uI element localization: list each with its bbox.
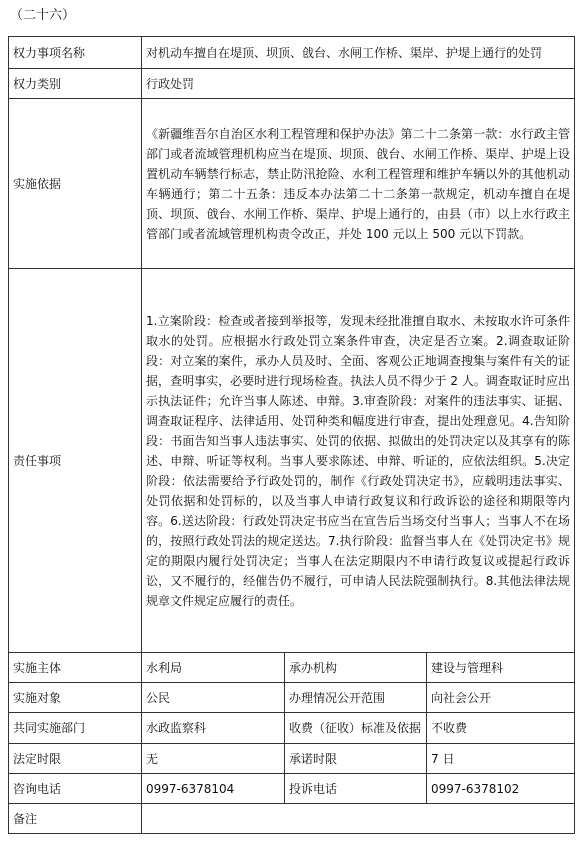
remarks-label: 备注 <box>9 804 142 834</box>
row-power-category <box>9 69 575 99</box>
power-category-value: 行政处罚 <box>142 69 575 99</box>
fee-standard-value: 不收费 <box>427 713 575 744</box>
fee-standard-label: 收费（征收）标准及依据 <box>285 713 427 744</box>
joint-department-label: 共同实施部门 <box>9 713 142 744</box>
implementing-body-label: 实施主体 <box>9 653 142 683</box>
responsibility-label: 责任事项 <box>9 269 142 653</box>
complaint-phone-label: 投诉电话 <box>285 774 427 804</box>
row-remarks <box>9 804 575 834</box>
target-value: 公民 <box>142 683 285 713</box>
legal-time-limit-label: 法定时限 <box>9 744 142 774</box>
disclosure-scope-label: 办理情况公开范围 <box>285 683 427 713</box>
row-power-name <box>9 37 575 69</box>
basis-value: 《新疆维吾尔自治区水利工程管理和保护办法》第二十二条第一款：水行政主管部门或者流域管理机构应当在堤顶、坝顶、戗台、水闸工作桥、渠岸、护堤上设置机动车辆禁行标志，禁止防汛抢险、水利工程管理和维护车辆以外的其他机动车辆通行；第二十五条：违反本办法第二十二条第一款规定，机动车擅自在堤顶、坝顶、戗台、水闸工作桥、渠岸、护堤上通行的，由县（市）以上水行政主管部门或者流域管理机构责令改正，并处 100 元以上 500 元以下罚款。 <box>142 99 575 269</box>
power-name-label: 权力事项名称 <box>9 37 142 69</box>
section-number: （二十六） <box>10 8 76 23</box>
consult-phone-label: 咨询电话 <box>9 774 142 804</box>
consult-phone-value: 0997-6378104 <box>142 774 285 804</box>
row-phones <box>9 774 575 804</box>
promised-time-limit-value: 7 日 <box>427 744 575 774</box>
row-target <box>9 683 575 713</box>
joint-department-value: 水政监察科 <box>142 713 285 744</box>
complaint-phone-value: 0997-6378102 <box>427 774 575 804</box>
power-name-value: 对机动车擅自在堤顶、坝顶、戗台、水闸工作桥、渠岸、护堤上通行的处罚 <box>142 37 575 69</box>
remarks-value <box>142 804 575 834</box>
basis-label: 实施依据 <box>9 99 142 269</box>
target-label: 实施对象 <box>9 683 142 713</box>
undertaking-agency-label: 承办机构 <box>285 653 427 683</box>
power-category-label: 权力类别 <box>9 69 142 99</box>
undertaking-agency-value: 建设与管理科 <box>427 653 575 683</box>
row-time-limits <box>9 744 575 774</box>
legal-time-limit-value: 无 <box>142 744 285 774</box>
implementing-body-value: 水利局 <box>142 653 285 683</box>
row-basis <box>9 99 575 269</box>
responsibility-value: 1.立案阶段：检查或者接到举报等，发现未经批准擅自取水、未按取水许可条件取水的处罚。应根据水行政处罚立案条件审查，决定是否立案。2.调查取证阶段：对立案的案件，承办人员及时、全面、客观公正地调查搜集与案件有关的证据，查明事实，必要时进行现场检查。执法人员不得少于 2 人。调查取证时应出示执法证件；允许当事人陈述、申辩。3.审查阶段：对案件的违法事实、证据、调查取证程序、法律适用、处罚种类和幅度进行审查，提出处理意见。4.告知阶段：书面告知当事人违法事实、处罚的依据、拟做出的处罚决定以及其享有的陈述、申辩、听证等权利。当事人要求陈述、申辩、听证的，应依法组织。5.决定阶段：依法需要给予行政处罚的，制作《行政处罚决定书》，应载明违法事实、处罚依据和处罚标的，以及当事人申请行政复议和行政诉讼的途径和期限等内容。6.送达阶段：行政处罚决定书应当在宣告后当场交付当事人；当事人不在场的，按照行政处罚法的规定送达。7.执行阶段：监督当事人在《处罚决定书》规定的期限内履行处罚决定；当事人在法定期限内不申请行政复议或提起行政诉讼，又不履行的，经催告仍不履行，可申请人民法院强制执行。8.其他法律法规规章文件规定应履行的责任。 <box>142 269 575 653</box>
row-implementing-body <box>9 653 575 683</box>
promised-time-limit-label: 承诺时限 <box>285 744 427 774</box>
row-joint-department <box>9 713 575 744</box>
row-responsibility <box>9 269 575 653</box>
disclosure-scope-value: 向社会公开 <box>427 683 575 713</box>
power-item-table <box>8 36 575 834</box>
